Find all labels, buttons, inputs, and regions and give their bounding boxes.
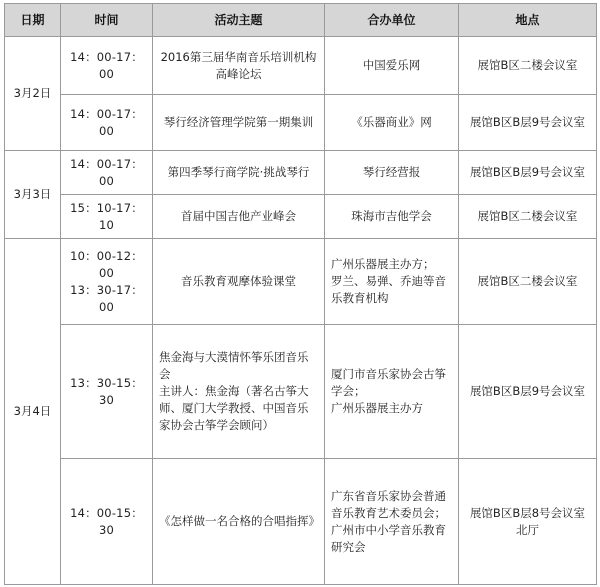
- venue-cell: 展馆B区二楼会议室: [459, 195, 597, 239]
- time-line: 13：30-17：00: [70, 282, 143, 314]
- header-date: 日期: [5, 4, 61, 37]
- organizer-cell: 《乐器商业》网: [325, 95, 459, 151]
- time-cell: [61, 239, 153, 325]
- organizer-cell: [325, 459, 459, 585]
- topic-cell: [153, 325, 325, 459]
- organizer-line: 罗兰、易弹、乔迪等音乐教育机构: [331, 274, 446, 305]
- time-cell: 14：00-17：00: [61, 95, 153, 151]
- time-cell: 14：00-17：00: [61, 151, 153, 195]
- organizer-cell: [325, 239, 459, 325]
- organizer-cell: 中国爱乐网: [325, 37, 459, 95]
- venue-cell: 展馆B区B层9号会议室: [459, 325, 597, 459]
- topic-cell: 第四季琴行商学院·挑战琴行: [153, 151, 325, 195]
- organizer-line: 厦门市音乐家协会古筝学会；: [331, 367, 446, 398]
- time-cell: 14：00-17：00: [61, 37, 153, 95]
- topic-cell: 《怎样做一名合格的合唱指挥》: [153, 459, 325, 585]
- time-cell: 15：10-17：10: [61, 195, 153, 239]
- topic-cell: 音乐教育观摩体验课堂: [153, 239, 325, 325]
- time-line: 10：00-12：00: [70, 248, 143, 280]
- table-row: [5, 151, 597, 195]
- schedule-table: [4, 3, 597, 585]
- header-venue: 地点: [459, 4, 597, 37]
- topic-cell: 首届中国吉他产业峰会: [153, 195, 325, 239]
- organizer-line: 广州乐器展主办方；: [331, 257, 435, 271]
- venue-cell: 展馆B区二楼会议室: [459, 37, 597, 95]
- organizer-cell: 珠海市吉他学会: [325, 195, 459, 239]
- table-row: [5, 325, 597, 459]
- organizer-cell: 琴行经营报: [325, 151, 459, 195]
- header-row: [5, 4, 597, 37]
- topic-line: 主讲人：焦金海（著名古筝大师、厦门大学教授、中国音乐家协会古筝学会顾问）: [159, 384, 309, 432]
- time-cell: 13：30-15：30: [61, 325, 153, 459]
- date-cell: 3月3日: [5, 151, 61, 239]
- header-organizer: 合办单位: [325, 4, 459, 37]
- table-row: [5, 459, 597, 585]
- table-row: [5, 239, 597, 325]
- time-cell: 14：00-15：30: [61, 459, 153, 585]
- header-time: 时间: [61, 4, 153, 37]
- venue-cell: 展馆B区B层9号会议室: [459, 151, 597, 195]
- table-row: [5, 195, 597, 239]
- topic-line: 焦金海与大漠情怀筝乐团音乐会: [159, 350, 309, 381]
- topic-cell: 2016第三届华南音乐培训机构高峰论坛: [153, 37, 325, 95]
- date-cell: 3月4日: [5, 239, 61, 585]
- organizer-line: 广州乐器展主办方: [331, 401, 423, 415]
- venue-cell: 展馆B区二楼会议室: [459, 239, 597, 325]
- organizer-cell: [325, 325, 459, 459]
- table-row: [5, 95, 597, 151]
- venue-cell: 展馆B区B层9号会议室: [459, 95, 597, 151]
- date-cell: 3月2日: [5, 37, 61, 151]
- venue-cell: 展馆B区B层8号会议室北厅: [459, 459, 597, 585]
- organizer-line: 广东省音乐家协会普通音乐教育艺术委员会；: [331, 488, 446, 520]
- table-row: [5, 37, 597, 95]
- header-topic: 活动主题: [153, 4, 325, 37]
- organizer-line: 广州市中小学音乐教育研究会: [331, 522, 446, 554]
- topic-cell: 琴行经济管理学院第一期集训: [153, 95, 325, 151]
